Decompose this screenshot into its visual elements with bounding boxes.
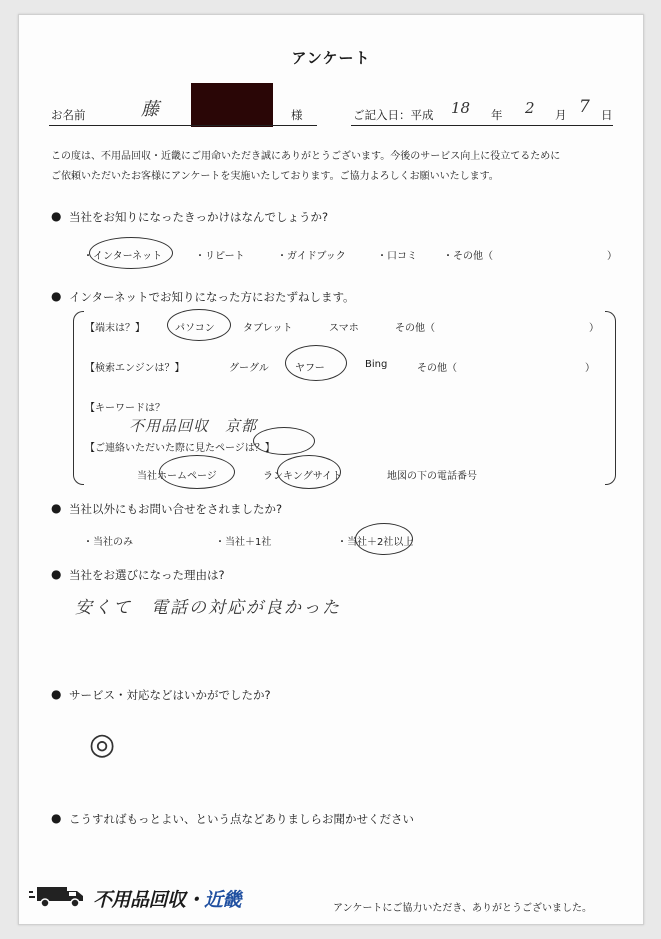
company-logo [93, 885, 241, 912]
q1-option-guidebook: ・ガイドブック [277, 251, 346, 262]
q5-question: サービス・対応などはいかがでしたか? [69, 688, 271, 702]
engine-option-other-close: ） [585, 363, 595, 374]
handwritten-name: 藤 [141, 99, 159, 120]
device-option-other-close: ） [589, 323, 599, 334]
q2-bullet: ● [51, 289, 62, 303]
intro-line-2: ご依頼いただいたお客様にアンケートを実施いたしております。ご協力よろしくお願いいたします。 [51, 171, 499, 182]
q3-option-plus2: ・当社＋2社以上 [337, 537, 414, 548]
page-label-mark-circle [253, 427, 315, 455]
q1-option-other: ・その他（ [443, 251, 493, 262]
page-selected-circle-2 [277, 455, 341, 489]
device-option-tablet: タブレット [243, 323, 293, 334]
survey-title: アンケート [291, 49, 371, 67]
q1-option-repeat: ・リピート [195, 251, 245, 262]
q4-answer: 安くて 電話の対応が良かった [75, 598, 341, 618]
engine-option-other: その他（ [417, 363, 457, 374]
intro-line-1: この度は、不用品回収・近畿にご用命いただき誠にありがとうございます。今後のサービス向上に役立てるために [51, 151, 561, 162]
keyword-label: 【キーワードは？ [85, 403, 165, 414]
date-month: 2 [525, 99, 535, 117]
year-unit: 年 [491, 108, 503, 122]
month-unit: 月 [555, 108, 567, 122]
q3-selected-circle [355, 523, 413, 555]
q1-option-wom: ・口コミ [377, 251, 417, 262]
q4-question: 当社をお選びになった理由は? [69, 568, 225, 582]
q1-option-internet: ・インターネット [83, 251, 163, 262]
date-day: 7 [579, 97, 590, 117]
device-option-smartphone: スマホ [329, 323, 359, 334]
q5-answer: ◎ [89, 727, 116, 762]
q2-bracket-right [605, 311, 616, 485]
date-label: ご記入日：平成 [353, 108, 434, 122]
date-underline [351, 125, 613, 126]
q3-question: 当社以外にもお問い合せをされましたか? [69, 502, 283, 516]
page-option-map-phone: 地図の下の電話番号 [387, 471, 477, 482]
engine-option-yahoo: ヤフー [295, 363, 325, 374]
name-label: お名前 [51, 108, 86, 122]
truck-icon [29, 883, 89, 909]
q1-option-other-close: ） [607, 251, 617, 262]
device-label: 【端末は？】 [85, 323, 145, 334]
q2-question: インターネットでお知りになった方におたずねします。 [69, 290, 355, 304]
date-year: 18 [451, 99, 471, 117]
q1-bullet: ● [51, 209, 62, 223]
q2-bracket-left [73, 311, 84, 485]
footer-thanks: アンケートにご協力いただき、ありがとうございました。 [333, 903, 592, 914]
engine-label: 【検索エンジンは？】 [85, 363, 185, 374]
engine-selected-circle [285, 345, 347, 381]
page-selected-circle [159, 455, 235, 489]
page-option-ranking: ランキングサイト [263, 471, 342, 482]
q3-bullet: ● [51, 501, 62, 515]
q1-selected-circle [89, 237, 173, 269]
engine-option-bing: Bing [365, 359, 388, 370]
logo-accent-text: 近畿 [204, 889, 242, 911]
device-option-pc: パソコン [175, 323, 215, 334]
q6-bullet: ● [51, 811, 62, 825]
name-redaction [191, 83, 273, 127]
q6-question: こうすればもっとよい、という点などありましらお聞かせください [69, 812, 414, 826]
q3-option-only: ・当社のみ [83, 537, 133, 548]
q1-question: 当社をお知りになったきっかけはなんでしょうか? [69, 210, 329, 224]
day-unit: 日 [601, 108, 613, 122]
honorific: 様 [291, 108, 303, 122]
device-selected-circle [167, 309, 231, 341]
device-option-other: その他（ [395, 323, 435, 334]
page-option-homepage: 当社ホームページ [137, 471, 217, 482]
q5-bullet: ● [51, 687, 62, 701]
keyword-answer: 不用品回収 京都 [129, 417, 258, 435]
logo-main-text: 不用品回収・ [93, 889, 205, 911]
survey-sheet [18, 14, 644, 925]
page-label: 【ご連絡いただいた際に見たページは？】 [85, 443, 275, 454]
name-underline [49, 125, 317, 126]
q4-bullet: ● [51, 567, 62, 581]
engine-option-google: グーグル [229, 363, 269, 374]
q3-option-plus1: ・当社＋1社 [215, 537, 272, 548]
